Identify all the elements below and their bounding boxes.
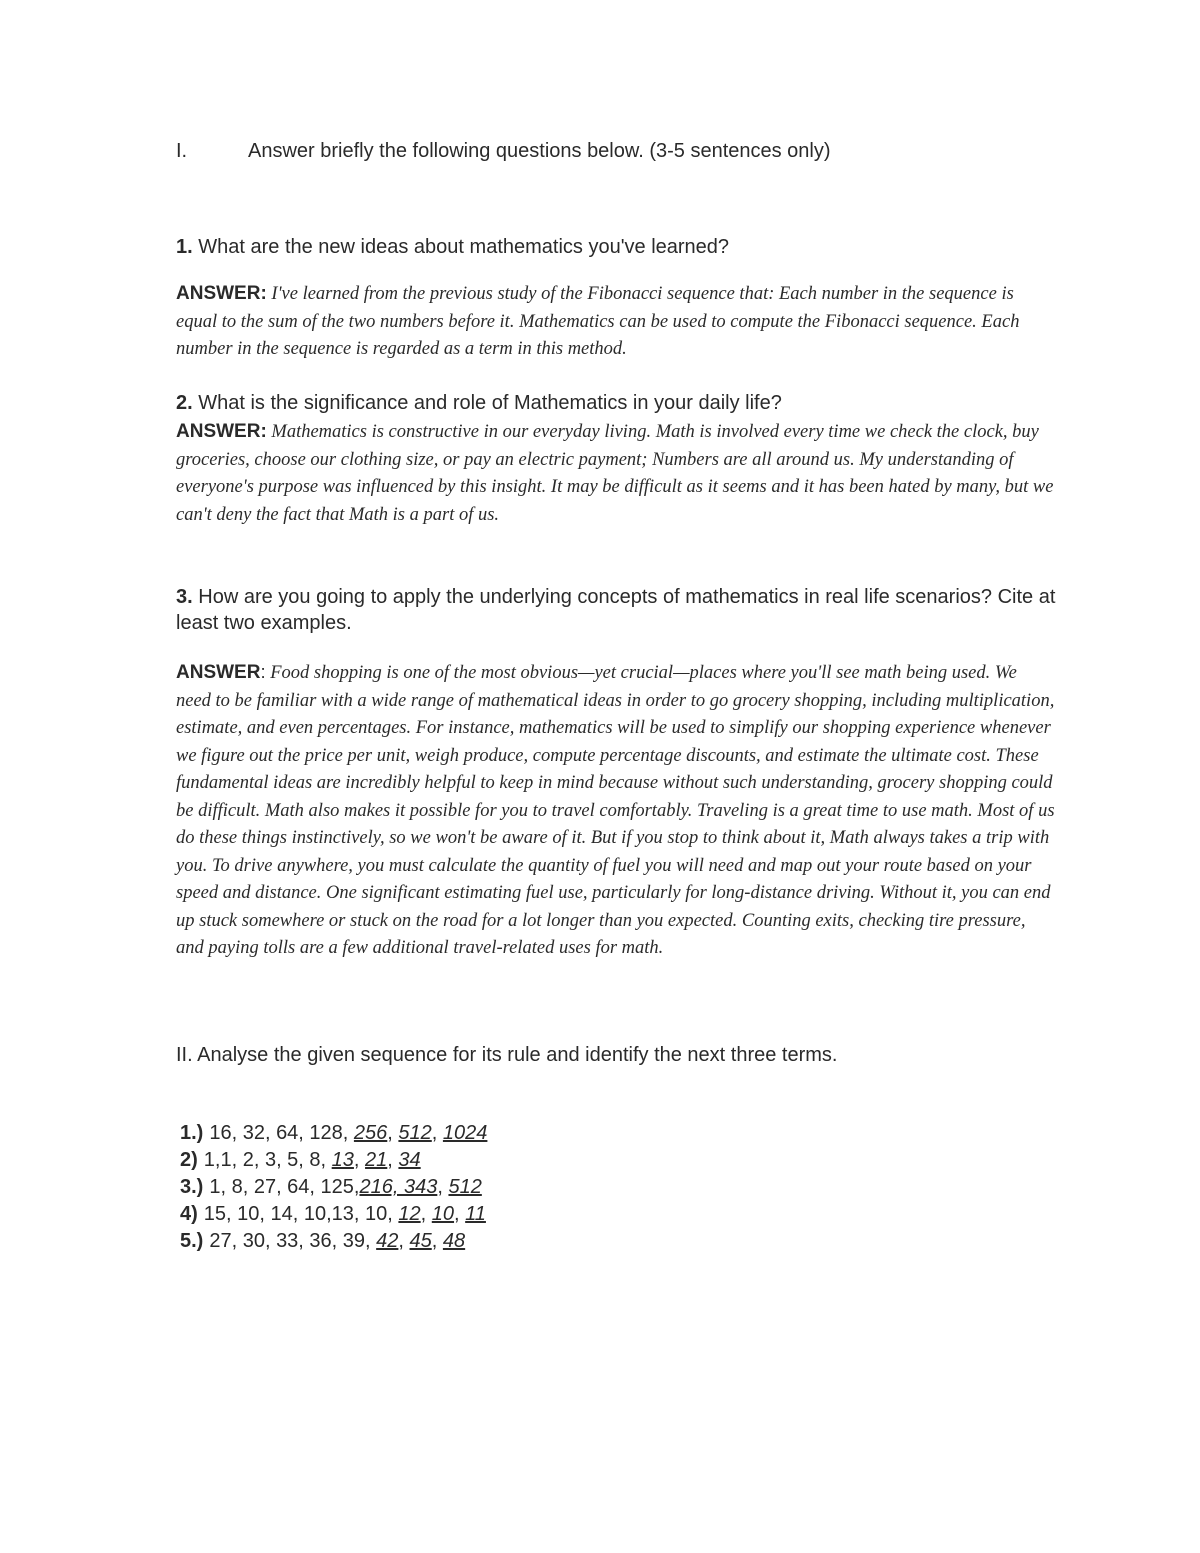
sequence-separator: , — [398, 1230, 410, 1252]
sequence-separator: , — [431, 1122, 443, 1144]
sequence-given: 15, 10, 14, 10,13, 10, — [203, 1203, 399, 1225]
sequence-label: 3.) — [180, 1176, 204, 1198]
sequence-separator: , — [431, 1230, 443, 1252]
sequence-answer: 11 — [465, 1203, 486, 1225]
sequence-answer: 256 — [353, 1122, 388, 1144]
answer-3-colon: : — [260, 661, 266, 682]
sequence-item — [180, 1120, 487, 1147]
question-2-number: 2. — [176, 392, 193, 414]
sequence-answer: 1024 — [442, 1122, 488, 1144]
sequence-answer: 512 — [448, 1176, 482, 1198]
question-3-number: 3. — [176, 586, 193, 608]
sequence-given: 1, 8, 27, 64, 125, — [209, 1176, 360, 1198]
section1-instruction: Answer briefly the following questions below. (3-5 sentences only) — [248, 140, 831, 162]
sequence-answer: 12 — [398, 1203, 421, 1225]
sequence-item — [180, 1201, 487, 1228]
sequence-label: 1.) — [180, 1122, 204, 1144]
sequence-answer: 48 — [442, 1230, 466, 1252]
sequence-separator: , — [420, 1203, 432, 1225]
sequence-item — [180, 1174, 487, 1201]
answer-2 — [176, 418, 1056, 529]
question-3-text: How are you going to apply the underlying concepts of mathematics in real life scenarios? Cite at least two examples. — [176, 586, 1056, 634]
answer-3 — [176, 658, 1056, 963]
sequence-given: 1,1, 2, 3, 5, 8, — [203, 1149, 332, 1171]
question-2 — [176, 390, 1056, 416]
answer-1-text: I've learned from the previous study of the Fibonacci sequence that: Each number in the sequence is equal to the sum of the two numbers before it. Mathematics can be used to compute the Fibonacci sequence. Each number in the sequence is regarded as a term in this method. — [176, 284, 1020, 359]
answer-2-label: ANSWER: — [176, 421, 267, 442]
sequence-label: 5.) — [180, 1230, 204, 1252]
sequence-label: 2) — [180, 1149, 198, 1171]
sequence-answer: 42 — [376, 1230, 399, 1252]
sequence-given: 16, 32, 64, 128, — [209, 1122, 354, 1144]
sequence-label: 4) — [180, 1203, 198, 1225]
question-2-text: What is the significance and role of Mathematics in your daily life? — [198, 392, 782, 414]
answer-1-label: ANSWER: — [176, 283, 267, 304]
answer-2-text: Mathematics is constructive in our everyday living. Math is involved every time we check the clock, buy groceries, choose our clothing size, or pay an electric payment; Numbers are all around us. My understanding of everyone's purpose was influenced by this insight. It may be difficult as it seems and it has been hated by many, but we can't deny the fact that Math is a part of us. — [176, 422, 1054, 525]
answer-3-label: ANSWER — [176, 662, 261, 683]
answer-1 — [176, 280, 1056, 364]
question-1-number: 1. — [176, 236, 193, 258]
section1-heading — [176, 140, 831, 163]
sequence-answer: 13 — [331, 1149, 354, 1171]
sequence-answer: 45 — [409, 1230, 432, 1252]
sequence-item — [180, 1228, 487, 1255]
sequence-answer: 512 — [398, 1122, 432, 1144]
sequence-separator: , — [387, 1149, 399, 1171]
sequence-list — [180, 1120, 487, 1255]
question-3 — [176, 584, 1056, 636]
sequence-separator: , — [387, 1122, 399, 1144]
sequence-given: 27, 30, 33, 36, 39, — [209, 1230, 377, 1252]
sequence-answer: 34 — [398, 1149, 421, 1171]
section1-numeral: I. — [176, 140, 188, 162]
section2-heading: II. Analyse the given sequence for its rule and identify the next three terms. — [176, 1044, 838, 1066]
sequence-answer: 10 — [431, 1203, 455, 1225]
sequence-separator: , — [353, 1149, 366, 1171]
sequence-answer: 21 — [365, 1149, 388, 1171]
question-1-text: What are the new ideas about mathematics you've learned? — [198, 236, 730, 258]
sequence-separator: , — [454, 1203, 466, 1225]
answer-3-text: Food shopping is one of the most obvious—yet crucial—places where you'll see math being used. We need to be familiar with a wide range of mathematical ideas in order to go grocery shopping, including multiplication, estimate, and even percentages. For instance, mathematics will be used to simplify our shopping experience whenever we figure out the price per unit, weigh produce, compute percentage discounts, and estimate the ultimate cost. These fundamental ideas are incredibly helpful to keep in mind because without such understanding, grocery shopping could be difficult. Math also makes it possible for you to travel comfortably. Traveling is a great time to use math. Most of us do these things instinctively, so we won't be aware of it. But if you stop to think about it, Math always takes a trip with you. To drive anywhere, you must calculate the quantity of fuel you will need and map out your route based on your speed and distance. One significant estimating fuel use, particularly for long-distance driving. Without it, you can end up stuck somewhere or stuck on the road for a lot longer than you expected. Counting exits, checking tire pressure, and paying tolls are a few additional travel-related uses for math. — [176, 663, 1055, 958]
sequence-answer: 216, 343 — [359, 1176, 438, 1198]
question-1 — [176, 234, 1056, 260]
sequence-item — [180, 1147, 487, 1174]
sequence-separator: , — [437, 1176, 449, 1198]
